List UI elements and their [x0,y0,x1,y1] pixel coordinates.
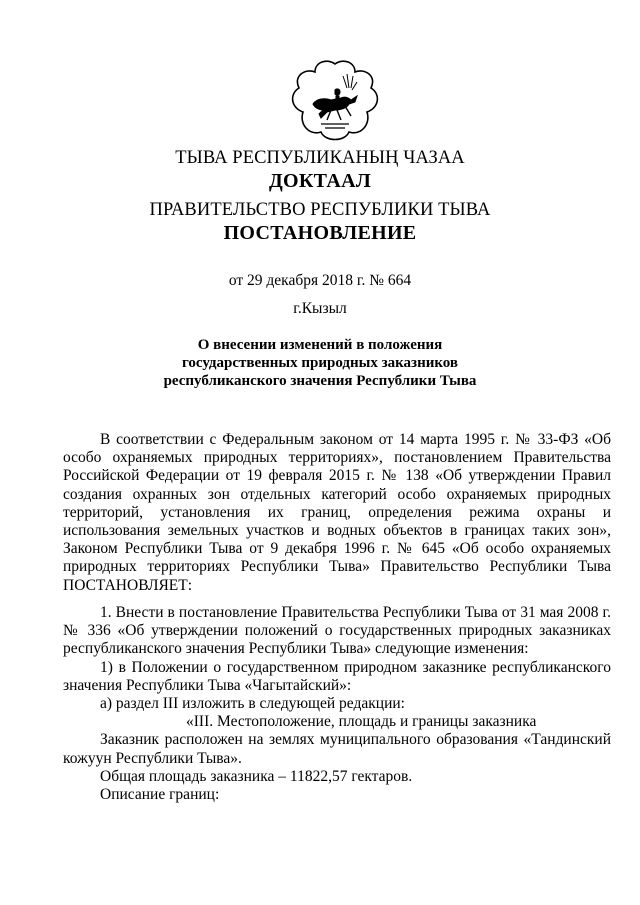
preamble-block [63,431,611,595]
title-line: О внесении изменений в положения [197,337,443,353]
title-line: республиканского значения Республики Тыва [163,373,477,389]
tuva-emblem-icon [291,58,379,142]
location-paragraph: Заказник расположен на землях муниципального образования «Тандинский кожуун Республики Тыва». [63,731,611,767]
item-1-paragraph: 1. Внести в постановление Правительства Республики Тыва от 31 мая 2008 г. № 336 «Об утверждении положений о государственных природных заказниках республиканского значения Республики Тыва» следующие изменения: [63,604,611,658]
item-1-1-paragraph: 1) в Положении о государственном природном заказнике республиканского значения Республики Тыва «Чагытайский»: [63,658,611,694]
document-city: г.Кызыл [293,300,347,317]
item-1-1-a-line: а) раздел III изложить в следующей редакции: [100,695,405,713]
borders-line: Описание границ: [100,786,220,804]
document-title [0,336,640,390]
document-date-number: от 29 декабря 2018 г. № 664 [228,272,412,289]
area-line: Общая площадь заказника – 11822,57 гектаров. [100,767,413,785]
tuvan-document-type: ДОКТААЛ [268,170,372,192]
section-heading: «III. Местоположение, площадь и границы заказника [186,713,537,731]
tuvan-government-name: ТЫВА РЕСПУБЛИКАНЫҢ ЧАЗАА [175,148,465,168]
preamble-paragraph: В соответствии с Федеральным законом от 14 марта 1995 г. № 33-ФЗ «Об особо охраняемых природных территориях», постановлением Правительства Российской Федерации от 19 февраля 2015 г. № 138 «Об утверждении Правил создания охранных зон отдельных категорий особо охраняемых природных территорий, установления их границ, определения режима охраны и использования земельных участков и водных объектов в границах таких зон», Законом Республики Тыва от 9 декабря 1996 г. № 645 «Об особо охраняемых природных территориях Республики Тыва» Правительство Республики Тыва ПОСТАНОВЛЯЕТ: [63,431,611,594]
russian-government-name: ПРАВИТЕЛЬСТВО РЕСПУБЛИКИ ТЫВА [149,200,491,220]
russian-document-type: ПОСТАНОВЛЕНИЕ [223,222,417,244]
resolution-block [63,604,611,804]
title-line: государственных природных заказников [181,355,459,371]
